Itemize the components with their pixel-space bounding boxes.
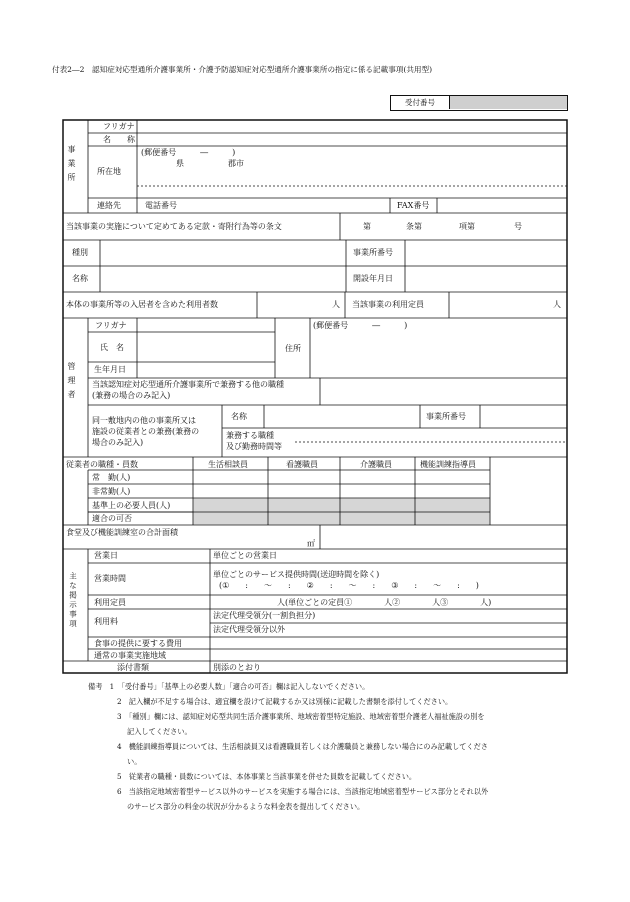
- hours-line: (① : 〜 : ② : 〜 : ③ : 〜 : ): [219, 581, 479, 590]
- attach-label: 添付書類: [117, 663, 149, 672]
- office-city: 郡市: [228, 159, 244, 168]
- manager-same-site-2: 施設の従業者との兼務(兼務の: [92, 427, 200, 436]
- unit-business-day-label: 単位ごとの営業日: [213, 551, 277, 560]
- staff-row-3: 適合の可否: [92, 514, 132, 523]
- articles-label: 当該事業の実施について定めてある定款・寄附行為等の条文: [66, 222, 282, 231]
- note-5: 5 従業者の職種・員数については、本体事業と当該事業を併せた員数を記載してください。: [117, 772, 417, 781]
- note-3: 3 「種別」欄には、認知症対応型共同生活介護事業所、地域密着型特定施設、地域密着型介護老人福祉施設の別を: [117, 712, 485, 721]
- fee-other-label: 法定代理受領分以外: [213, 625, 285, 634]
- office-section-label: 事業所: [67, 145, 76, 187]
- manager-address-label: 住所: [285, 344, 301, 353]
- staff-col-0: 生活相談員: [208, 460, 248, 469]
- business-day-label: 営業日: [94, 551, 118, 560]
- attach-value: 別添のとおり: [213, 663, 261, 672]
- dining-unit: ㎡: [307, 539, 315, 548]
- capacity-label: 当該事業の利用定員: [352, 300, 424, 309]
- staff-row-2: 基準上の必要人員(人): [92, 501, 171, 510]
- business-hours-label: 営業時間: [94, 574, 126, 583]
- manager-same-site-1: 同一敷地内の他の事業所又は: [92, 416, 196, 425]
- note-4: 4 機能訓練指導員については、生活相談員又は看護職員若しくは介護職員と兼務しない場合にのみ記載してくださ: [117, 742, 488, 751]
- type-office-no-label: 事業所番号: [353, 248, 393, 257]
- manager-furigana-label: フリガナ: [95, 321, 127, 330]
- same-site-job-1: 兼務する職種: [226, 431, 274, 440]
- note-6-cont: のサービス部分の料金の状況が分かるような料金表を提出してください。: [127, 802, 365, 811]
- receipt-label: 受付番号: [391, 96, 450, 109]
- manager-same-site-3: 場合のみ記入): [92, 438, 144, 447]
- articles-dai: 第: [363, 222, 371, 231]
- opened-date-label: 開設年月日: [353, 274, 393, 283]
- manager-other-job-2: (兼務の場合のみ記入): [92, 391, 171, 400]
- articles-jou: 条第: [406, 222, 422, 231]
- manager-section-label: 管理者: [67, 362, 76, 404]
- note-4-cont: い。: [127, 757, 142, 766]
- staff-col-1: 看護職員: [286, 460, 318, 469]
- office-furigana-label: フリガナ: [103, 122, 135, 131]
- office-fax-label: FAX番号: [397, 201, 430, 210]
- meal-cost-label: 食事の提供に要する費用: [94, 639, 182, 648]
- capacity-main-label: 利用定員: [94, 598, 126, 607]
- office-tel-label: 電話番号: [145, 201, 177, 210]
- note-3-cont: 記入してください。: [127, 727, 192, 736]
- staff-label: 従業者の職種・員数: [66, 460, 138, 469]
- main-section-label: 主な掲示事項: [68, 572, 78, 629]
- articles-gou: 号: [514, 222, 522, 231]
- staff-col-2: 介護職員: [360, 460, 392, 469]
- office-contact-label: 連絡先: [97, 201, 121, 210]
- office-name-label: 名 称: [103, 135, 135, 144]
- users-label: 本体の事業所等の入居者を含めた利用者数: [66, 300, 218, 309]
- same-site-office-no-label: 事業所番号: [426, 412, 466, 421]
- manager-postal: (郵便番号 ― ): [313, 321, 408, 330]
- name-label: 名称: [72, 274, 88, 283]
- form-title: 付表2―2 認知症対応型通所介護事業所・介護予防認知症対応型通所介護事業所の指定に係る記載事項(共用型): [52, 65, 433, 74]
- staff-col-3: 機能訓練指導員: [420, 460, 476, 469]
- capacity-unit: 人: [553, 300, 561, 309]
- note-2: 2 記入欄が不足する場合は、適宜欄を設けて記載するか又は別様に記載した書類を添付してください。: [117, 697, 453, 706]
- office-postal: (郵便番号 ― ): [141, 148, 236, 157]
- manager-name-label: 氏 名: [100, 343, 124, 352]
- service-area-label: 通常の事業実施地域: [94, 651, 166, 660]
- office-pref: 県: [176, 159, 184, 168]
- office-location-label: 所在地: [97, 167, 121, 176]
- same-site-job-2: 及び勤務時間等: [226, 442, 282, 451]
- note-1: 備考 1 「受付番号」「基準上の必要人数」「適合の可否」欄は記入しないでください。: [88, 682, 370, 691]
- manager-birth-label: 生年月日: [94, 365, 126, 374]
- staff-row-1: 非常勤(人): [92, 487, 131, 496]
- same-site-name-label: 名称: [231, 412, 247, 421]
- type-label: 種別: [72, 248, 88, 257]
- fee-label: 利用料: [94, 617, 118, 626]
- fee-proxy-label: 法定代理受領分(一割負担分): [213, 611, 316, 620]
- articles-kou: 項第: [459, 222, 475, 231]
- note-6: 6 当該指定地域密着型サービス以外のサービスを実施する場合には、当該指定地域密着型サービス部分とそれ以外: [117, 787, 489, 796]
- users-unit: 人: [332, 300, 340, 309]
- manager-other-job-1: 当該認知症対応型通所介護事業所で兼務する他の職種: [92, 380, 284, 389]
- dining-label: 食堂及び機能訓練室の合計面積: [66, 528, 178, 537]
- capacity-line: 人(単位ごとの定員① 人② 人③ 人): [277, 598, 492, 607]
- staff-row-0: 常 勤(人): [92, 473, 131, 482]
- unit-hours-label: 単位ごとのサービス提供時間(送迎時間を除く): [213, 570, 380, 579]
